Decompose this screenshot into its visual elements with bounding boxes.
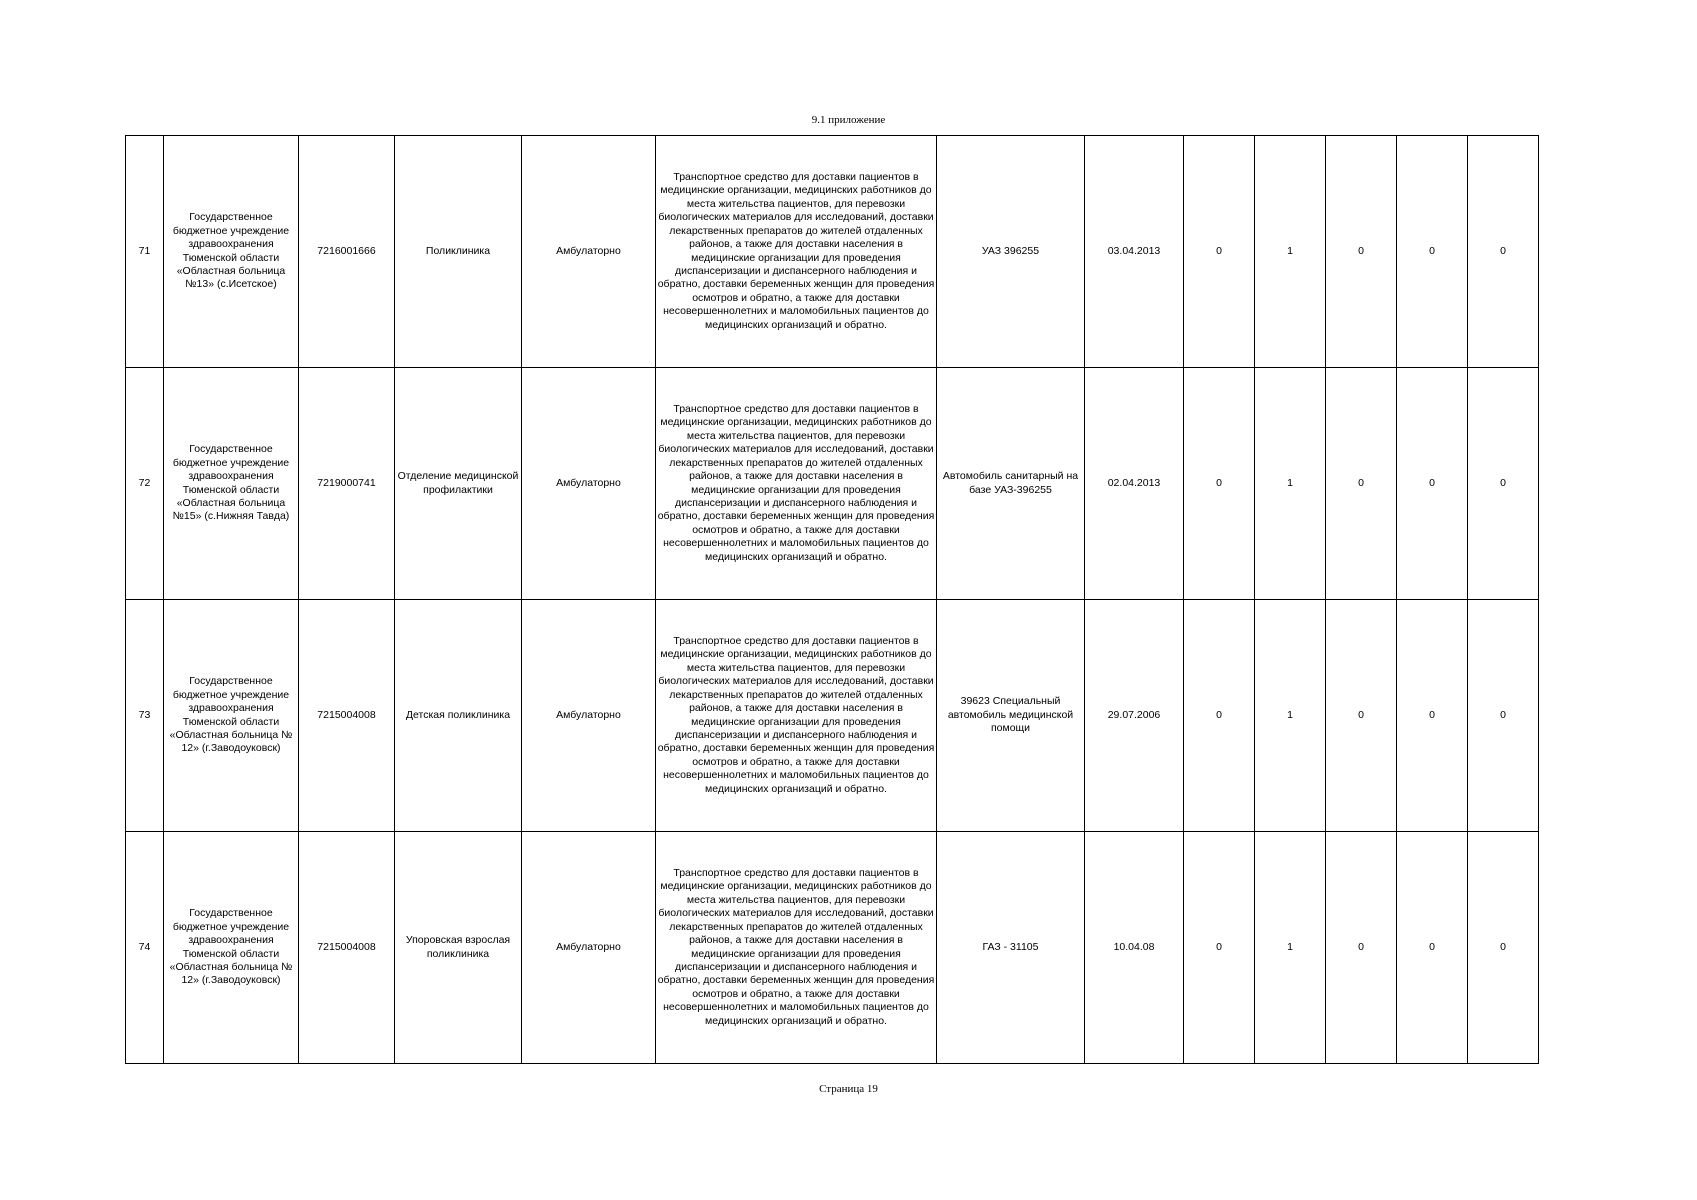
count-cell: 1 — [1255, 832, 1326, 1064]
vehicle-purpose: Транспортное средство для доставки пациентов в медицинские организации, медицинских работников до места жительства пациентов, для перевозки биологических материалов для исследований, доставки лекарственных препаратов до жителей отдаленных районов, а также для доставки населения в медицинские организации для проведения диспансеризации и диспансерного наблюдения и обратно, доставки беременных женщин для проведения осмотров и обратно, а также для доставки несовершеннолетних и маломобильных пациентов до медицинских организаций и обратно. — [656, 832, 937, 1064]
inn-code: 7219000741 — [299, 368, 395, 600]
vehicle-model: УАЗ 396255 — [937, 136, 1085, 368]
count-cell: 1 — [1255, 136, 1326, 368]
count-cell: 0 — [1326, 136, 1397, 368]
vehicle-model: ГАЗ - 31105 — [937, 832, 1085, 1064]
count-cell: 0 — [1468, 136, 1539, 368]
vehicle-model: Автомобиль санитарный на базе УАЗ-396255 — [937, 368, 1085, 600]
inn-code: 7215004008 — [299, 600, 395, 832]
count-cell: 0 — [1184, 832, 1255, 1064]
registration-date: 29.07.2006 — [1085, 600, 1184, 832]
registration-date: 03.04.2013 — [1085, 136, 1184, 368]
vehicle-model: 39623 Специальный автомобиль медицинской помощи — [937, 600, 1085, 832]
row-number: 74 — [126, 832, 164, 1064]
count-cell: 0 — [1468, 368, 1539, 600]
vehicle-table — [125, 135, 1539, 1064]
count-cell: 0 — [1184, 600, 1255, 832]
department-name: Поликлиника — [395, 136, 522, 368]
count-cell: 1 — [1255, 368, 1326, 600]
care-mode: Амбулаторно — [522, 368, 656, 600]
row-number: 73 — [126, 600, 164, 832]
organization-name: Государственное бюджетное учреждение здравоохранения Тюменской области «Областная больница №15» (с.Нижняя Тавда) — [164, 368, 299, 600]
table-row — [126, 368, 1539, 600]
vehicle-purpose: Транспортное средство для доставки пациентов в медицинские организации, медицинских работников до места жительства пациентов, для перевозки биологических материалов для исследований, доставки лекарственных препаратов до жителей отдаленных районов, а также для доставки населения в медицинские организации для проведения диспансеризации и диспансерного наблюдения и обратно, доставки беременных женщин для проведения осмотров и обратно, а также для доставки несовершеннолетних и маломобильных пациентов до медицинских организаций и обратно. — [656, 600, 937, 832]
table-row — [126, 136, 1539, 368]
registration-date: 10.04.08 — [1085, 832, 1184, 1064]
department-name: Детская поликлиника — [395, 600, 522, 832]
count-cell: 0 — [1326, 600, 1397, 832]
count-cell: 0 — [1397, 136, 1468, 368]
department-name: Отделение медицинской профилактики — [395, 368, 522, 600]
count-cell: 0 — [1326, 832, 1397, 1064]
organization-name: Государственное бюджетное учреждение здравоохранения Тюменской области «Областная больница № 12» (г.Заводоуковск) — [164, 600, 299, 832]
row-number: 71 — [126, 136, 164, 368]
organization-name: Государственное бюджетное учреждение здравоохранения Тюменской области «Областная больница № 12» (г.Заводоуковск) — [164, 832, 299, 1064]
care-mode: Амбулаторно — [522, 600, 656, 832]
count-cell: 1 — [1255, 600, 1326, 832]
row-number: 72 — [126, 368, 164, 600]
vehicle-purpose: Транспортное средство для доставки пациентов в медицинские организации, медицинских работников до места жительства пациентов, для перевозки биологических материалов для исследований, доставки лекарственных препаратов до жителей отдаленных районов, а также для доставки населения в медицинские организации для проведения диспансеризации и диспансерного наблюдения и обратно, доставки беременных женщин для проведения осмотров и обратно, а также для доставки несовершеннолетних и маломобильных пациентов до медицинских организаций и обратно. — [656, 136, 937, 368]
table-row — [126, 832, 1539, 1064]
inn-code: 7215004008 — [299, 832, 395, 1064]
count-cell: 0 — [1326, 368, 1397, 600]
department-name: Упоровская взрослая поликлиника — [395, 832, 522, 1064]
count-cell: 0 — [1397, 600, 1468, 832]
count-cell: 0 — [1184, 136, 1255, 368]
count-cell: 0 — [1397, 368, 1468, 600]
inn-code: 7216001666 — [299, 136, 395, 368]
count-cell: 0 — [1468, 832, 1539, 1064]
care-mode: Амбулаторно — [522, 136, 656, 368]
count-cell: 0 — [1397, 832, 1468, 1064]
table-row — [126, 600, 1539, 832]
annex-label: 9.1 приложение — [811, 114, 886, 126]
page-number: Страница 19 — [819, 1083, 878, 1095]
vehicle-purpose: Транспортное средство для доставки пациентов в медицинские организации, медицинских работников до места жительства пациентов, для перевозки биологических материалов для исследований, доставки лекарственных препаратов до жителей отдаленных районов, а также для доставки населения в медицинские организации для проведения диспансеризации и диспансерного наблюдения и обратно, доставки беременных женщин для проведения осмотров и обратно, а также для доставки несовершеннолетних и маломобильных пациентов до медицинских организаций и обратно. — [656, 368, 937, 600]
count-cell: 0 — [1468, 600, 1539, 832]
count-cell: 0 — [1184, 368, 1255, 600]
registration-date: 02.04.2013 — [1085, 368, 1184, 600]
care-mode: Амбулаторно — [522, 832, 656, 1064]
organization-name: Государственное бюджетное учреждение здравоохранения Тюменской области «Областная больница №13» (с.Исетское) — [164, 136, 299, 368]
